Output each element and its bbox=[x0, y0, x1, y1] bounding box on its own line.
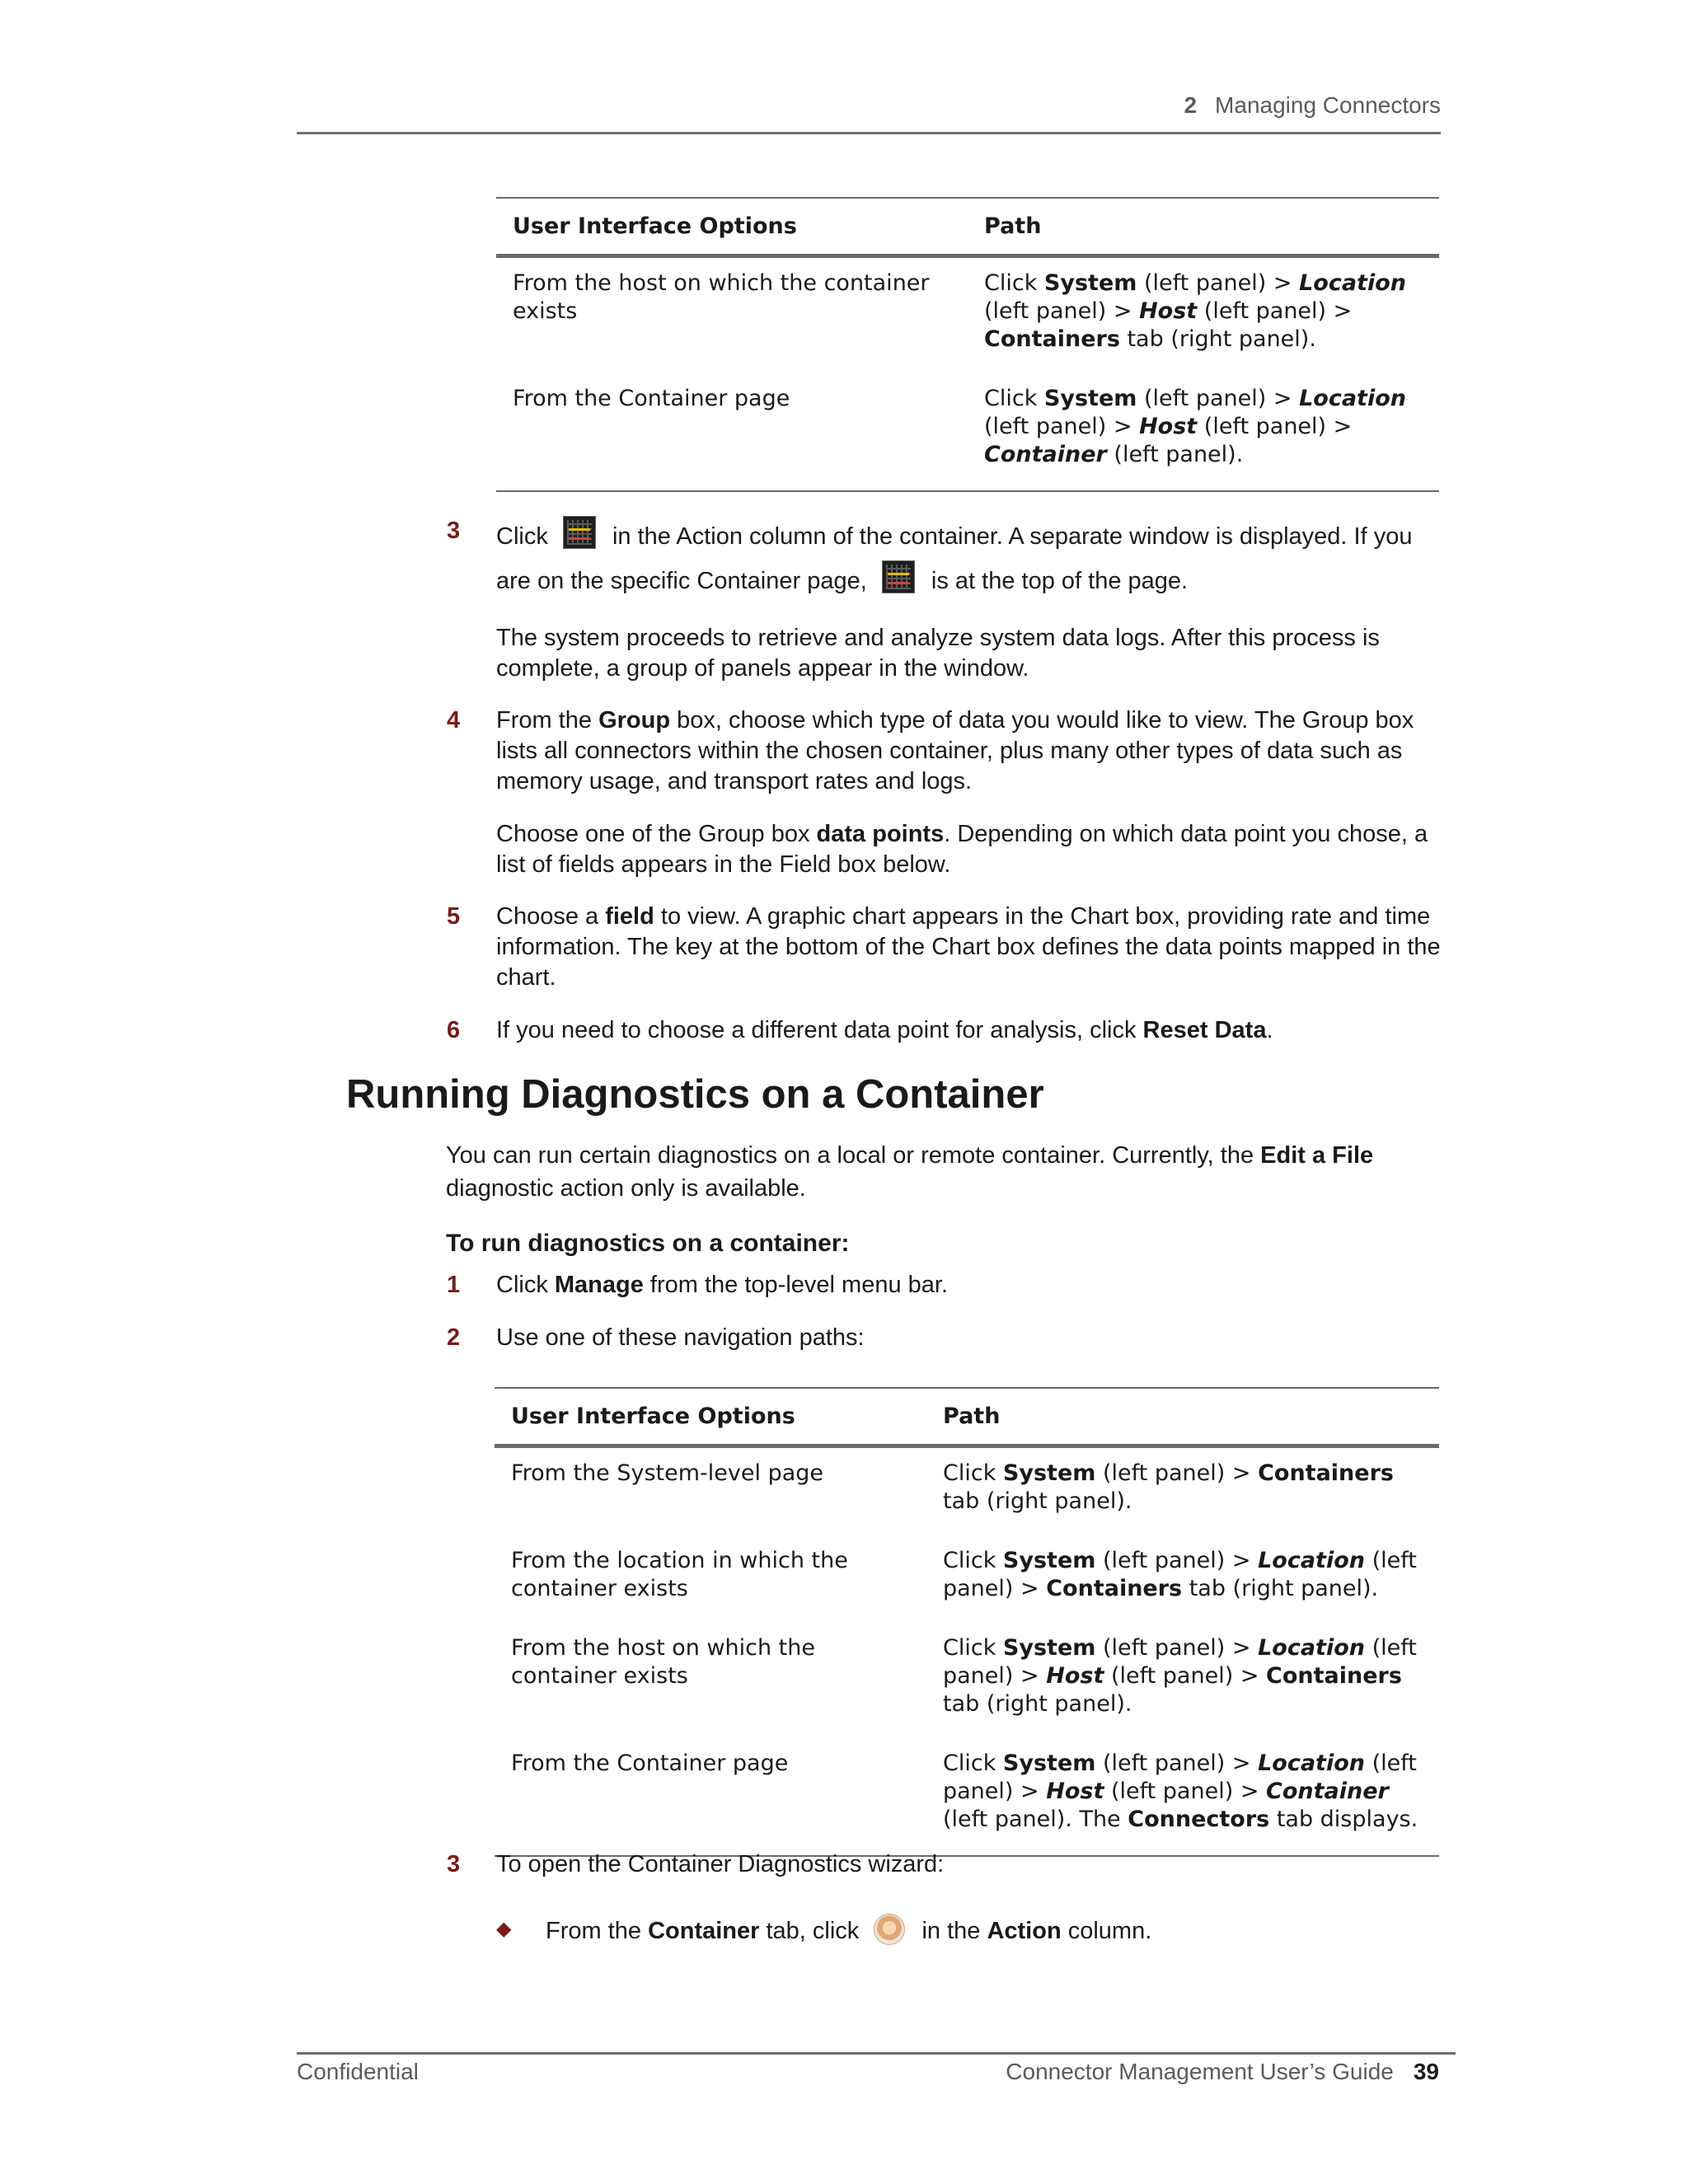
step-3b-text: To open the Container Diagnostics wizard: bbox=[496, 1851, 945, 1877]
step-number: 6 bbox=[447, 1017, 461, 1043]
path-text: Click bbox=[943, 1635, 1003, 1661]
path-text: Click bbox=[984, 270, 1044, 296]
path-text: tab displays. bbox=[1269, 1807, 1418, 1832]
step-text: . bbox=[1266, 1017, 1273, 1043]
ui-term: Location bbox=[1258, 1750, 1365, 1776]
path-text: (left panel). bbox=[1106, 442, 1244, 467]
bullet-text-part: in the bbox=[921, 1918, 987, 1944]
table-row bbox=[496, 375, 1439, 490]
step-3-text bbox=[496, 516, 1444, 552]
diagnostics-icon bbox=[874, 1914, 905, 1945]
option-cell: From the Container page bbox=[511, 1750, 789, 1776]
chart-icon bbox=[882, 560, 915, 593]
footer-rule bbox=[297, 2052, 1456, 2055]
path-text: Click bbox=[984, 386, 1044, 411]
ui-term: Containers bbox=[984, 326, 1120, 352]
bullet-text-part: column. bbox=[1061, 1918, 1152, 1944]
footer-guide bbox=[1006, 2059, 1439, 2085]
ui-term-group: Group bbox=[598, 707, 671, 733]
ui-term: Host bbox=[1046, 1663, 1104, 1689]
ui-term: Container bbox=[1266, 1779, 1389, 1804]
step-text: from the top-level menu bar. bbox=[643, 1272, 949, 1298]
page-number: 39 bbox=[1413, 2059, 1439, 2084]
path-text: (left panel) > bbox=[1197, 414, 1353, 439]
ui-term-field: field bbox=[605, 903, 654, 930]
step-6-text bbox=[496, 1015, 1444, 1046]
path-text: tab (right panel). bbox=[1182, 1576, 1379, 1601]
step-3-text-cont bbox=[496, 560, 1444, 597]
path-text: Click bbox=[943, 1548, 1003, 1573]
path-text: tab (right panel). bbox=[1119, 326, 1316, 352]
option-cell: From the host on which the container exists bbox=[513, 270, 930, 324]
ui-term: Containers bbox=[1046, 1576, 1183, 1601]
table bbox=[496, 199, 1439, 490]
step-number: 4 bbox=[447, 707, 461, 733]
ui-term: Container bbox=[984, 442, 1107, 467]
bullet-text-part: From the bbox=[546, 1918, 649, 1944]
step-3-paragraph: The system proceeds to retrieve and analyze system data logs. After this process is complete, a group of panels appear in the window. bbox=[496, 625, 1380, 682]
path-text: tab (right panel). bbox=[943, 1691, 1132, 1717]
path-text: (left panel) > bbox=[1095, 1460, 1259, 1486]
ui-term: Host bbox=[1046, 1779, 1104, 1804]
table-row bbox=[496, 256, 1439, 376]
path-cell bbox=[926, 1537, 1439, 1624]
bullet-diamond: ◆ bbox=[496, 1918, 512, 1940]
option-cell: From the host on which the container exists bbox=[511, 1635, 815, 1689]
path-cell bbox=[926, 1446, 1439, 1538]
ui-term: Location bbox=[1258, 1548, 1365, 1573]
section-intro bbox=[446, 1139, 1443, 1205]
step-number: 3 bbox=[447, 1851, 461, 1877]
navigation-table-2 bbox=[495, 1387, 1439, 1857]
ui-term: Containers bbox=[1258, 1460, 1394, 1486]
step-2-text: Use one of these navigation paths: bbox=[496, 1324, 865, 1351]
footer-guide-title: Connector Management User’s Guide bbox=[1006, 2059, 1394, 2084]
ui-term: System bbox=[1002, 1750, 1096, 1776]
chapter-title: Managing Connectors bbox=[1215, 92, 1441, 118]
ui-term: System bbox=[1002, 1548, 1096, 1573]
ui-term: System bbox=[1043, 270, 1137, 296]
ui-term: Connectors bbox=[1128, 1807, 1270, 1832]
column-header-path: Path bbox=[926, 1389, 1439, 1446]
ui-term-reset-data: Reset Data bbox=[1142, 1017, 1267, 1043]
chart-icon bbox=[563, 516, 596, 549]
step-text: is at the top of the page. bbox=[931, 568, 1189, 594]
path-text: (left panel) > bbox=[943, 1635, 1417, 1689]
header-text bbox=[1184, 92, 1441, 119]
path-cell bbox=[926, 1624, 1439, 1740]
step-text: If you need to choose a different data point for analysis, click bbox=[496, 1017, 1143, 1043]
path-text: tab (right panel). bbox=[943, 1488, 1132, 1514]
step-text: to view. A graphic chart appears in the Chart box, providing rate and time information. The key at the bottom of the Chart box defines the data points mapped in the chart. bbox=[496, 903, 1441, 991]
path-cell bbox=[968, 256, 1439, 376]
step-number: 2 bbox=[447, 1324, 461, 1351]
ui-term-action: Action bbox=[987, 1918, 1062, 1944]
ui-term: System bbox=[1002, 1635, 1096, 1661]
option-cell: From the System-level page bbox=[511, 1460, 824, 1486]
bullet-text-part: tab, click bbox=[759, 1918, 860, 1944]
column-header-options: User Interface Options bbox=[495, 1389, 926, 1446]
ui-term: Location bbox=[1258, 1635, 1365, 1661]
path-text: (left panel) > bbox=[1197, 298, 1353, 324]
path-text: (left panel) > bbox=[984, 414, 1140, 439]
path-text: (left panel) > bbox=[984, 298, 1140, 324]
path-text: Click bbox=[943, 1750, 1003, 1776]
step-text: Choose a bbox=[496, 903, 606, 930]
section-heading: Running Diagnostics on a Container bbox=[346, 1072, 1044, 1117]
step-text: Choose one of the Group box bbox=[496, 821, 817, 847]
table-header-row bbox=[495, 1389, 1439, 1446]
step-5-text bbox=[496, 902, 1444, 993]
table-row bbox=[495, 1537, 1439, 1624]
intro-text: You can run certain diagnostics on a local or remote container. Currently, the bbox=[446, 1142, 1261, 1169]
path-text: (left panel) > bbox=[1137, 386, 1300, 411]
intro-text: diagnostic action only is available. bbox=[446, 1175, 806, 1202]
bullet-text bbox=[546, 1914, 1444, 1947]
step-4-paragraph bbox=[496, 819, 1444, 880]
path-cell bbox=[968, 375, 1439, 490]
path-text: (left panel) > bbox=[943, 1548, 1417, 1601]
ui-term: Host bbox=[1139, 298, 1198, 324]
table-row bbox=[495, 1446, 1439, 1538]
table-header-row bbox=[496, 199, 1439, 256]
path-cell bbox=[926, 1740, 1439, 1855]
table-row bbox=[495, 1740, 1439, 1855]
step-number: 3 bbox=[447, 518, 461, 544]
path-text: (left panel) > bbox=[943, 1750, 1417, 1804]
page-header bbox=[297, 89, 1441, 134]
step-text: in the Action column of the container. A separate window is displayed. If you bbox=[612, 523, 1413, 550]
ui-term: Host bbox=[1139, 414, 1198, 439]
path-text: (left panel) > bbox=[1095, 1750, 1259, 1776]
column-header-path: Path bbox=[968, 199, 1439, 256]
column-header-options: User Interface Options bbox=[496, 199, 968, 256]
ui-term-container: Container bbox=[648, 1918, 760, 1944]
navigation-table-1 bbox=[496, 197, 1439, 492]
chapter-number: 2 bbox=[1184, 92, 1198, 118]
ui-term: Location bbox=[1299, 270, 1406, 296]
ui-term: Location bbox=[1299, 386, 1406, 411]
ui-term: Containers bbox=[1266, 1663, 1402, 1689]
step-text: . Depending on which data point you chose, a list of fields appears in the Field box below. bbox=[496, 821, 1428, 878]
ui-term-edit-a-file: Edit a File bbox=[1260, 1142, 1374, 1169]
footer-confidential: Confidential bbox=[297, 2059, 419, 2084]
path-text: (left panel) > bbox=[1095, 1635, 1259, 1661]
path-text: (left panel). The bbox=[943, 1807, 1128, 1832]
path-text: (left panel) > bbox=[1095, 1548, 1259, 1573]
path-text: (left panel) > bbox=[1104, 1779, 1267, 1804]
ui-term-manage: Manage bbox=[554, 1272, 644, 1298]
table-row bbox=[495, 1624, 1439, 1740]
table bbox=[495, 1389, 1439, 1855]
procedure-heading: To run diagnostics on a container: bbox=[446, 1230, 850, 1257]
option-cell: From the Container page bbox=[513, 386, 790, 411]
path-text: (left panel) > bbox=[1104, 1663, 1267, 1689]
step-text: are on the specific Container page, bbox=[496, 568, 867, 594]
path-text: (left panel) > bbox=[1137, 270, 1300, 296]
option-cell: From the location in which the container exists bbox=[511, 1548, 848, 1601]
ui-term-data-points: data points bbox=[816, 821, 945, 847]
step-text: From the bbox=[496, 707, 599, 733]
path-text: Click bbox=[943, 1460, 1003, 1486]
ui-term: System bbox=[1002, 1460, 1096, 1486]
step-text: Click bbox=[496, 523, 548, 550]
ui-term: System bbox=[1043, 386, 1137, 411]
step-number: 5 bbox=[447, 903, 461, 930]
step-4-text bbox=[496, 705, 1444, 797]
step-1-text bbox=[496, 1270, 1444, 1301]
step-number: 1 bbox=[447, 1272, 461, 1298]
step-text: box, choose which type of data you would like to view. The Group box lists all connectors within the chosen container, plus many other types of data such as memory usage, and transport rates and logs. bbox=[496, 707, 1414, 794]
step-text: Click bbox=[496, 1272, 555, 1298]
